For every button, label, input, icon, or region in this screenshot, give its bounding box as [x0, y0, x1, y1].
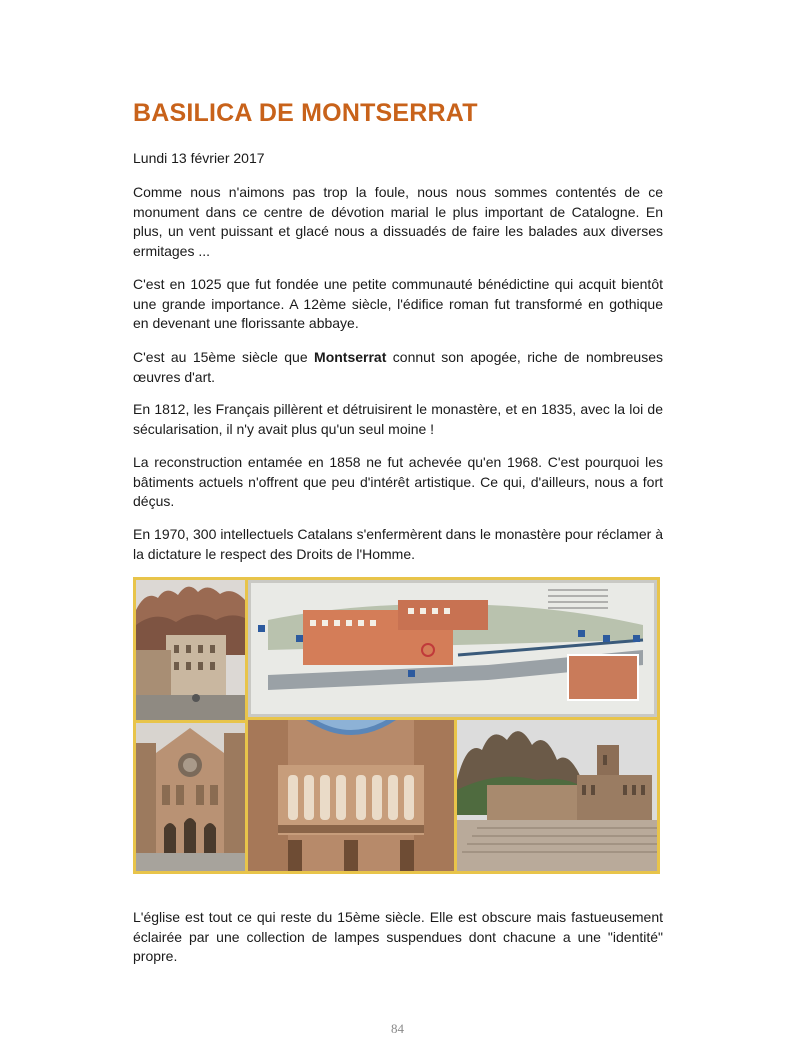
paragraph-text: C'est au 15ème siècle que	[133, 349, 315, 365]
site-map-panel-photo	[248, 580, 657, 717]
paragraph-church: L'église est tout ce qui reste du 15ème siècle. Elle est obscure mais fastueusement éclairée par une collection de lampes suspendues dont chacune a une "identité" propre.	[133, 909, 663, 964]
basilica-facade-photo	[136, 723, 245, 871]
date-line: Lundi 13 février 2017	[133, 150, 265, 166]
montserrat-bold: Montserrat	[314, 349, 387, 365]
monastery-cliffs-photo	[136, 580, 245, 720]
paragraph-history-1025: C'est en 1025 que fut fondée une petite communauté bénédictine qui acquit bientôt une grande importance. A 12ème siècle, l'édifice roman fut transformé en gothique en devenant une florissante abbaye.	[133, 276, 663, 331]
page-number: 84	[391, 1021, 404, 1036]
paragraph-reconstruction: La reconstruction entamée en 1858 ne fut achevée qu'en 1968. C'est pourquoi les bâtiments actuels n'offrent que peu d'intérêt artistique. Ce qui, d'ailleurs, nous a fort déçus.	[133, 454, 663, 509]
photo-collage	[133, 577, 660, 874]
paragraph-1812: En 1812, les Français pillèrent et détruisirent le monastère, et en 1835, avec la loi de sécularisation, il n'y avait plus qu'un seul moine !	[133, 401, 663, 437]
plaza-and-mountains-photo	[457, 720, 657, 871]
page-title: BASILICA DE MONTSERRAT	[133, 99, 478, 127]
paragraph-1970: En 1970, 300 intellectuels Catalans s'enfermèrent dans le monastère pour réclamer à la dictature le respect des Droits de l'Homme.	[133, 526, 663, 562]
paragraph-text: connut son apogée, riche de nombreuses œuvres d'art.	[133, 349, 664, 385]
facade-sculptures-photo	[248, 720, 454, 871]
paragraph-15th-century	[133, 348, 663, 387]
paragraph-intro: Comme nous n'aimons pas trop la foule, nous nous sommes contentés de ce monument dans ce centre de dévotion marial le plus important de Catalogne. En plus, un vent puissant et glacé nous a dissuadés de faire les balades aux diverses ermitages ...	[133, 184, 663, 259]
